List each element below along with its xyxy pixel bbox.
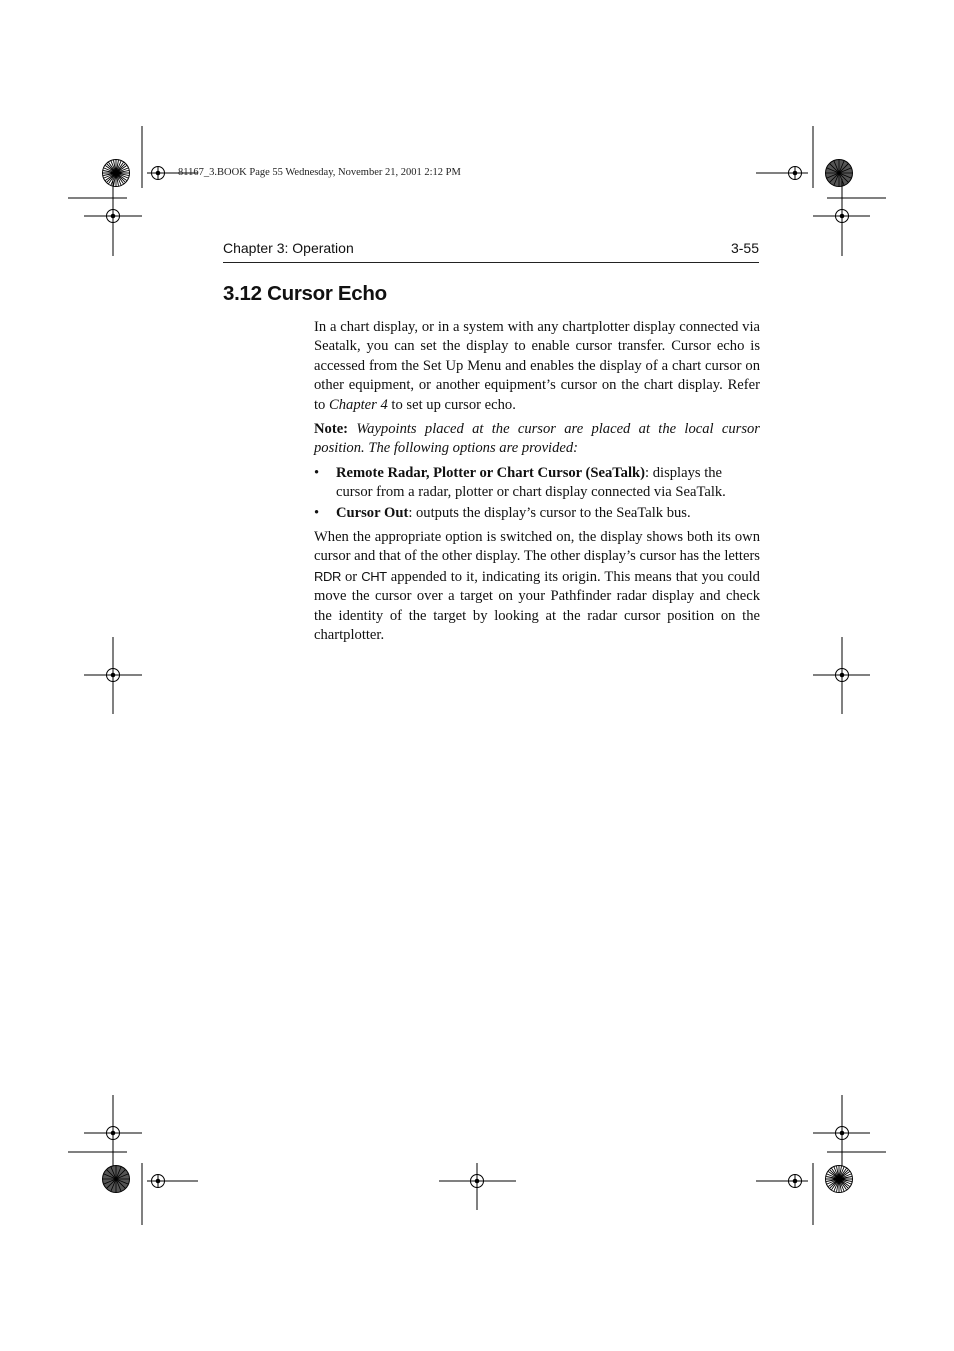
registration-starburst-icon	[103, 160, 130, 187]
registration-starburst-icon	[826, 160, 853, 187]
registration-starburst-icon	[103, 1166, 130, 1193]
section-title: 3.12 Cursor Echo	[223, 282, 387, 305]
option-description: : displays the cursor from a radar, plotter or chart display connected via SeaTalk.	[336, 464, 726, 501]
registration-crosshair-icon	[152, 1175, 165, 1188]
list-item	[314, 504, 760, 523]
running-header	[223, 240, 759, 263]
bullet: •	[314, 504, 320, 521]
registration-crosshair-icon	[152, 167, 165, 180]
page-number: 3-55	[730, 240, 759, 256]
chapter-reference: Chapter 4	[329, 396, 388, 413]
bullet: •	[314, 464, 320, 481]
registration-crosshair-icon	[789, 167, 802, 180]
intro-paragraph: In a chart display, or in a system with any chartplotter display connected via Seatalk, you can set the display to enable cursor transfer. Cursor echo is accessed from the Set Up Menu and enables the display of a chart cursor on other equipment, or another equipment’s cursor on the chart display. Refer to Chapter 4 to set up cursor echo.	[314, 319, 760, 413]
closing-paragraph: When the appropriate option is switched on, the display shows both its own cursor and that of the other display. The other display’s cursor has the letters RDR or CHT appended to it, indicating its origin. This means that you could move the cursor over a target on your Pathfinder radar display and check the identity of the target by looking at the radar cursor position on the chartplotter.	[314, 529, 760, 644]
registration-crosshair-icon	[107, 669, 120, 682]
code-cht: CHT	[361, 568, 387, 584]
registration-starburst-icon	[826, 1166, 853, 1193]
registration-crosshair-icon	[107, 1127, 120, 1140]
chapter-title: Chapter 3: Operation	[223, 240, 354, 256]
options-list	[314, 464, 760, 523]
registration-crosshair-icon	[836, 1127, 849, 1140]
registration-crosshair-icon	[107, 210, 120, 223]
registration-crosshair-icon	[836, 669, 849, 682]
note-paragraph	[314, 420, 760, 459]
registration-crosshair-icon	[471, 1175, 484, 1188]
note-text: Waypoints placed at the cursor are placed at the local cursor position. The following options are provided:	[314, 421, 760, 457]
section-body	[314, 318, 760, 651]
option-term: Remote Radar, Plotter or Chart Cursor (SeaTalk)	[336, 464, 646, 481]
registration-crosshair-icon	[789, 1175, 802, 1188]
list-item	[314, 464, 760, 503]
registration-crosshair-icon	[836, 210, 849, 223]
code-rdr: RDR	[314, 568, 341, 584]
print-slug: 81167_3.BOOK Page 55 Wednesday, November 21, 2001 2:12 PM	[178, 167, 461, 178]
option-term: Cursor Out	[336, 504, 409, 521]
option-description: : outputs the display’s cursor to the SeaTalk bus.	[408, 504, 691, 521]
note-label: Note:	[314, 421, 349, 438]
